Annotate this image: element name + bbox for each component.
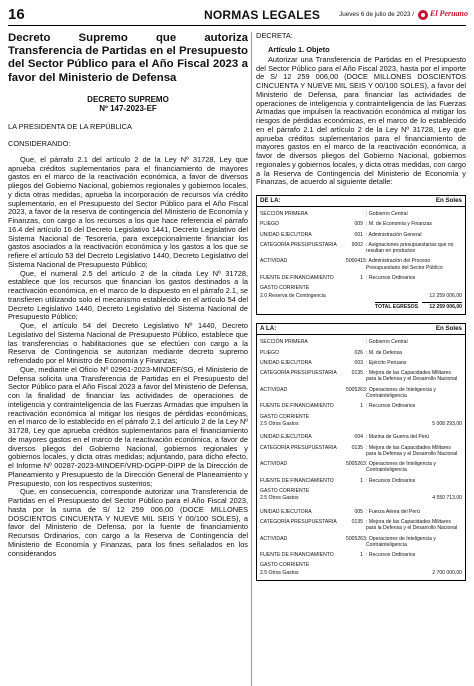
row-code: 5005263: [346, 461, 366, 468]
row-code: [346, 339, 366, 345]
row-code: 5005263: [346, 386, 366, 393]
row-code: 5005263: [346, 535, 366, 542]
gasto-label: GASTO CORRIENTE: [260, 488, 310, 495]
article-1-title: Artículo 1. Objeto: [268, 44, 330, 54]
row-code: 0135: [351, 518, 363, 525]
table-rows: [260, 434, 462, 484]
table-row: [260, 211, 462, 217]
table-row: [260, 562, 462, 568]
left-column: [8, 32, 248, 686]
considerando-paragraph-3: Que, el artículo 54 del Decreto Legislativo Nº 1440, Decreto Legislativo del Sistema Nacional de Presupuesto Público, establece que las transferencias o habilitaciones que se efectúen con cargo a la Reserva de Contingencia se autorizan mediante decreto supremo refrendado por el Ministro de Economía y Finanzas;: [8, 321, 248, 366]
row-description: : Gobierno Central: [366, 211, 408, 217]
table-row: [260, 339, 462, 345]
row-description: : M. de Economía y Finanzas: [366, 221, 432, 228]
table-row: [260, 360, 462, 366]
row-description: : Administración del Proceso Presupuestario del Sector Público: [366, 258, 443, 271]
amount-value: 5 008 293,00: [432, 420, 462, 427]
row-key: ACTIVIDAD: [260, 535, 288, 542]
table-row: [260, 552, 462, 558]
row-code: 009: [354, 221, 363, 228]
row-description: : Mejora de las Capacidades Militares para la Defensa y el Desarrollo Nacional: [366, 444, 458, 457]
row-description: : Recursos Ordinarios: [366, 403, 416, 410]
row-key: UNIDAD EJECUTORA: [260, 434, 312, 441]
row-key: ACTIVIDAD: [260, 386, 288, 393]
row-code: [346, 211, 366, 217]
row-key: CATEGORÍA PRESUPUESTARIA: [260, 444, 337, 451]
row-key: CATEGORÍA PRESUPUESTARIA: [260, 370, 337, 377]
row-description: : Operaciones de Inteligencia y Contrainteligencia: [366, 461, 436, 474]
amount-row: [260, 293, 462, 299]
table-body: [257, 335, 465, 580]
row-code: 005: [354, 508, 363, 515]
row-key: PLIEGO: [260, 221, 279, 228]
row-key: UNIDAD EJECUTORA: [260, 359, 312, 366]
table-body: [257, 207, 465, 314]
row-code: 004: [354, 434, 363, 441]
publication-date: Jueves 6 de julio de 2023 /: [339, 11, 414, 18]
gasto-label: GASTO CORRIENTE: [260, 562, 310, 569]
table-row: [260, 478, 462, 484]
table-row: [260, 445, 462, 458]
amount-label: 2.5 Otros Gastos: [260, 420, 299, 427]
row-description: : Asignaciones presupuestarias que no resultan en productos: [366, 241, 454, 255]
row-code: 1: [360, 477, 363, 484]
row-key: CATEGORÍA PRESUPUESTARIA: [260, 518, 337, 525]
table-row: [260, 519, 462, 532]
table-header-unit: En Soles: [435, 197, 462, 204]
gasto-label: GASTO CORRIENTE: [260, 285, 310, 292]
row-key: FUENTE DE FINANCIAMIENTO: [260, 275, 334, 282]
spacer: [260, 502, 462, 509]
considerando-paragraph-4: Que, mediante el Oficio Nº 02961-2023-MINDEF/SG, el Ministerio de Defensa solicita una Transferencia de Partidas en el Presupuesto del Sector Público para el Año Fiscal 2023 a favor del Ministerio de Defensa, con la finalidad de financiar las actividades de operaciones de inteligencia y contrainteligencia de las Fuerzas Armadas que impulsen la reactivación económica al mitigar los riesgos de pérdidas económicas, en el marco de lo establecido en el párrafo 2.1 del artículo 2 de la Ley Nº 31728, Ley que aprueba créditos suplementarios para el financiamiento de mayores gastos en el marco de la reactivación económica, a favor de diversos pliegos del Gobierno Nacional, gobiernos regionales y gobiernos locales, y dicta otras medidas; adjuntando, para dicho efecto, el Informe Nº 00287-2023-MINDEF/VRD-DGPP-DIPP de la Dirección de Planeamiento y Presupuesto de la Dirección General de Planeamiento y Presupuesto, con los respectivos sustentos;: [8, 364, 248, 488]
budget-table-destination: [256, 323, 466, 581]
row-code: 001: [354, 231, 363, 238]
table-rows: [260, 509, 462, 559]
row-key: UNIDAD EJECUTORA: [260, 508, 312, 515]
row-description: : Recursos Ordinarios: [366, 552, 416, 559]
logo-mark-icon: [418, 10, 428, 20]
table-header: [257, 324, 465, 335]
row-code: 0135: [351, 444, 363, 451]
amount-label: 2.5 Otros Gastos: [260, 495, 299, 502]
decree-title: Decreto Supremo que autoriza Transferencia de Partidas en el Presupuesto del Sector Público para el Año Fiscal 2023 a favor del Ministerio de Defensa: [8, 32, 248, 84]
considerando-paragraph-1: Que, el párrafo 2.1 del artículo 2 de la Ley Nº 31728, Ley que aprueba créditos suplementarios para el financiamiento de mayores gastos en el marco de la reactivación económica, a favor de diversos pliegos del Gobierno Nacional, gobiernos regionales y gobiernos locales, y dicta otras medidas, aprueba la incorporación de recursos vía crédito suplementario, en el Presupuesto del Sector Público para el Año Fiscal 2023, a favor de la reserva de contingencia del Ministerio de Economía y Finanzas, con cargo a los recursos a los que hace referencia el párrafo 16.4 del artículo 16 del Decreto Legislativo 1441, Decreto Legislativo del Sistema Nacional de Tesorería, para excepcionalmente financiar los gastos asociados a la reactivación económica y los gastos a los que se refiere el artículo 53 del Decreto Legislativo 1440, Decreto Legislativo del Sistema Nacional de Presupuesto Público;: [8, 154, 248, 269]
row-description: : Mejora de las Capacidades Militares para la Defensa y el Desarrollo Nacional: [366, 370, 458, 383]
row-code: 003: [354, 359, 363, 366]
amount-value: 12 259 006,00: [429, 292, 462, 299]
article-1-text: Autorizar una Transferencia de Partidas en el Presupuesto del Sector Público para el Año Fiscal 2023, hasta por el importe de S/ 12 259 006,00 (DOCE MILLONES DOSCIENTOS CINCUENTA Y NUEVE MIL SEIS Y 00/100 SOLES), a favor del Ministerio de Defensa, para financiar las actividades de operaciones de inteligencia y contrainteligencia de las Fuerzas Armadas que impulsen la reactivación económica al mitigar los riesgos de pérdidas económicas, en el marco de lo establecido en el párrafo 2.1 del artículo 2 de la Ley Nº 31728, Ley que aprueba créditos suplementarios para el financiamiento de mayores gastos en el marco de la reactivación económica, a favor de diversos pliegos del Gobierno Nacional, gobiernos regionales y gobiernos locales, y dicta otras medidas, con cargo a la Reserva de Contingencia del Ministerio de Economía y Finanzas, de acuerdo al siguiente detalle:: [256, 54, 466, 187]
table-rows: [260, 339, 462, 409]
row-key: PLIEGO: [260, 349, 279, 356]
decree-number: Nº 147-2023-EF: [99, 104, 157, 114]
row-key: FUENTE DE FINANCIAMIENTO: [260, 403, 334, 410]
row-key: FUENTE DE FINANCIAMIENTO: [260, 552, 334, 559]
page-header: [8, 6, 469, 26]
table-row: [260, 414, 462, 420]
section-title: NORMAS LEGALES: [204, 8, 321, 22]
table-row: [260, 232, 462, 238]
row-description: : Fuerza Aérea del Perú: [366, 508, 420, 515]
table-row: [260, 387, 462, 400]
row-description: : Recursos Ordinarios: [366, 477, 416, 484]
gasto-label: GASTO CORRIENTE: [260, 413, 310, 420]
decreta-heading: DECRETA:: [256, 32, 293, 40]
amount-label: 2.0 Reserva de Contingencia: [260, 292, 326, 299]
column-divider: [251, 32, 252, 686]
decree-label: DECRETO SUPREMO: [87, 94, 169, 104]
page-number: 16: [8, 6, 25, 23]
row-key: SECCIÓN PRIMERA: [260, 339, 308, 346]
president-heading: LA PRESIDENTA DE LA REPÚBLICA: [8, 121, 132, 131]
row-key: ACTIVIDAD: [260, 461, 288, 468]
row-description: : Operaciones de Inteligencia y Contrainteligencia: [366, 535, 436, 548]
row-key: UNIDAD EJECUTORA: [260, 231, 312, 238]
table-row: [260, 434, 462, 440]
row-description: : Administración General: [366, 231, 422, 238]
amount-row: [260, 570, 462, 576]
row-code: 5000415: [346, 258, 366, 265]
amount-value: 2 700 000,00: [432, 569, 462, 576]
row-description: : Operaciones de Inteligencia y Contrainteligencia: [366, 386, 436, 400]
row-description: : Recursos Ordinarios: [366, 275, 416, 282]
row-description: : M. de Defensa: [366, 349, 402, 356]
table-row: [260, 221, 462, 227]
row-description: : Gobierno Central: [366, 339, 408, 346]
table-rows: [260, 211, 462, 281]
budget-table-source: [256, 195, 466, 315]
row-key: FUENTE DE FINANCIAMIENTO: [260, 477, 334, 484]
table-row: [260, 258, 462, 271]
table-header-label: A LA:: [260, 325, 277, 333]
table-row: [260, 536, 462, 549]
el-peruano-logo: [418, 8, 469, 22]
total-row: [260, 302, 462, 310]
row-code: 1: [360, 275, 363, 282]
right-column: [256, 32, 466, 686]
amount-label: 2.5 Otros Gastos: [260, 569, 299, 576]
table-header-unit: En Soles: [435, 325, 462, 333]
logo-text: El Peruano: [430, 9, 469, 18]
table-row: [260, 242, 462, 255]
considerando-paragraph-5: Que, en consecuencia, corresponde autorizar una Transferencia de Partidas en el Presupuesto del Sector Público para el Año Fiscal 2023, hasta por la suma de S/ 12 259 006,00 (DOCE MILLONES DOSCIENTOS CINCUENTA Y NUEVE MIL SEIS Y 00/100 SOLES), a favor del Ministerio de Defensa, por la fuente de financiamiento Recursos Ordinarios, con cargo a la Reserva de Contingencia del Ministerio de Economía y Finanzas, para los fines señalados en los considerandos: [8, 487, 248, 558]
table-row: [260, 403, 462, 409]
table-header-label: DE LA:: [260, 197, 281, 204]
table-row: [260, 350, 462, 356]
row-description: : Mejora de las Capacidades Militares para la Defensa y el Desarrollo Nacional: [366, 518, 458, 532]
row-code: 1: [360, 552, 363, 559]
total-label: TOTAL EGRESOS: [374, 303, 418, 310]
row-key: CATEGORÍA PRESUPUESTARIA: [260, 241, 337, 248]
spacer: [260, 427, 462, 434]
table-row: [260, 275, 462, 281]
table-row: [260, 509, 462, 515]
row-code: 9002: [351, 241, 363, 248]
row-key: SECCIÓN PRIMERA: [260, 211, 308, 217]
row-description: : Marina de Guerra del Perú: [366, 434, 430, 441]
table-row: [260, 370, 462, 383]
considerando-paragraph-2: Que, el numeral 2.5 del artículo 2 de la citada Ley Nº 31728, establece que los recursos que financian los gastos destinados a la reactivación económica, en el marco de lo dispuesto en el párrafo 2.1, se transfieren utilizando solo el mecanismo establecido en el artículo 54 del Decreto Legislativo 1440, Decreto Legislativo del Sistema Nacional de Presupuesto Público;: [8, 268, 248, 322]
table-row: [260, 285, 462, 291]
row-code: 1: [360, 403, 363, 410]
considerando-heading: CONSIDERANDO:: [8, 138, 71, 148]
table-row: [260, 488, 462, 494]
row-description: : Ejército Peruano: [366, 359, 407, 366]
row-key: ACTIVIDAD: [260, 258, 288, 265]
table-row: [260, 461, 462, 474]
table-header: [257, 196, 465, 207]
row-code: 026: [354, 349, 363, 356]
row-code: 0135: [351, 370, 363, 377]
amount-value: 4 550 713,00: [432, 495, 462, 502]
total-value: 12 259 006,00: [422, 302, 462, 310]
